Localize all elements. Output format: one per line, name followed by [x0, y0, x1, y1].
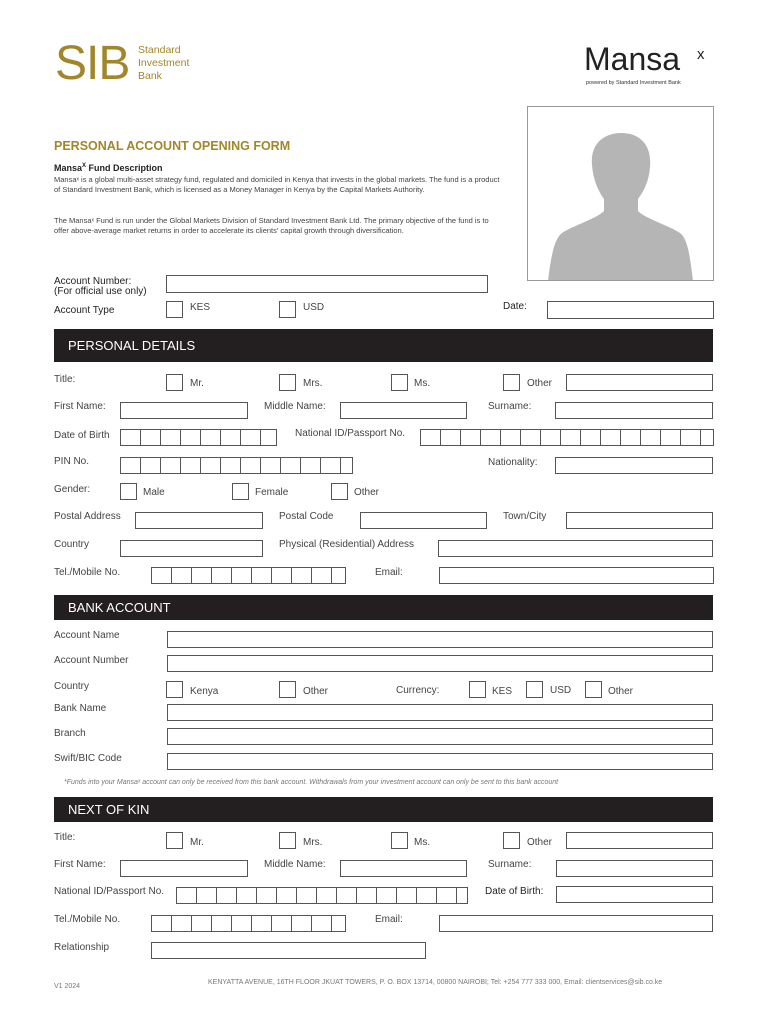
currency-usd-label: USD [550, 685, 572, 696]
surname-input[interactable] [555, 402, 713, 419]
personal-details-header: PERSONAL DETAILS [54, 329, 713, 362]
bank-country-label: Country [54, 681, 90, 692]
currency-label: Currency: [396, 685, 440, 696]
bank-account-name-input[interactable] [167, 631, 713, 648]
official-use-label: (For official use only) [54, 286, 147, 297]
bank-account-number-label: Account Number [54, 655, 129, 666]
bank-account-name-label: Account Name [54, 630, 120, 641]
tel-digit-cells[interactable] [151, 567, 346, 584]
currency-usd-checkbox[interactable] [526, 681, 543, 698]
title-mr-checkbox[interactable] [166, 374, 183, 391]
kin-title-mr-label: Mr. [190, 837, 204, 848]
currency-other-label: Other [608, 686, 634, 697]
next-of-kin-header: NEXT OF KIN [54, 797, 713, 822]
passport-photo-frame[interactable] [527, 106, 714, 281]
currency-kes-label: KES [492, 686, 513, 697]
kin-first-name-label: First Name: [54, 859, 106, 870]
currency-other-checkbox[interactable] [585, 681, 602, 698]
kin-dob-input[interactable] [556, 886, 713, 903]
kin-email-input[interactable] [439, 915, 713, 932]
dob-digit-cells[interactable] [120, 429, 277, 446]
kin-title-other-label: Other [527, 837, 553, 848]
account-type-usd-label: USD [303, 302, 325, 313]
fund-description-paragraph-2: The Mansaˣ Fund is run under the Global Markets Division of Standard Investment Bank Ltd. The primary objective of the fund is to offer above-average market returns in order to accelerate its clients' capital growth through diversification. [54, 216, 489, 236]
form-title: PERSONAL ACCOUNT OPENING FORM [54, 139, 291, 153]
bank-name-label: Bank Name [54, 703, 107, 714]
email-input[interactable] [439, 567, 714, 584]
kin-national-id-digit-cells[interactable] [176, 887, 468, 904]
kin-title-ms-checkbox[interactable] [391, 832, 408, 849]
currency-kes-checkbox[interactable] [469, 681, 486, 698]
kin-relationship-input[interactable] [151, 942, 426, 959]
pin-label: PIN No. [54, 456, 90, 467]
title-mrs-checkbox[interactable] [279, 374, 296, 391]
first-name-label: First Name: [54, 401, 106, 412]
title-label: Title: [54, 374, 76, 385]
account-type-label: Account Type [54, 305, 115, 316]
mansa-logo: Mansa [584, 41, 681, 77]
kin-tel-digit-cells[interactable] [151, 915, 346, 932]
mansa-tagline: powered by Standard Investment Bank [586, 80, 681, 86]
kin-title-other-checkbox[interactable] [503, 832, 520, 849]
account-type-usd-checkbox[interactable] [279, 301, 296, 318]
gender-other-checkbox[interactable] [331, 483, 348, 500]
gender-female-checkbox[interactable] [232, 483, 249, 500]
kin-first-name-input[interactable] [120, 860, 248, 877]
kin-surname-input[interactable] [556, 860, 713, 877]
kin-dob-label: Date of Birth: [485, 886, 544, 897]
branch-input[interactable] [167, 728, 713, 745]
person-silhouette-icon [528, 107, 714, 281]
swift-input[interactable] [167, 753, 713, 770]
kin-tel-label: Tel./Mobile No. [54, 914, 121, 925]
gender-female-label: Female [255, 487, 289, 498]
postal-code-label: Postal Code [279, 511, 334, 522]
title-other-input[interactable] [566, 374, 713, 391]
first-name-input[interactable] [120, 402, 248, 419]
kin-middle-name-label: Middle Name: [264, 859, 326, 870]
mansa-logo-superscript: x [697, 46, 705, 63]
national-id-digit-cells[interactable] [420, 429, 714, 446]
physical-address-input[interactable] [438, 540, 713, 557]
postal-address-label: Postal Address [54, 511, 121, 522]
sib-logo: SIB [55, 37, 130, 90]
branch-label: Branch [54, 728, 86, 739]
bank-country-other-checkbox[interactable] [279, 681, 296, 698]
date-label: Date: [503, 301, 527, 312]
bank-country-kenya-label: Kenya [190, 686, 219, 697]
surname-label: Surname: [488, 401, 532, 412]
bank-country-other-label: Other [303, 686, 329, 697]
footer-address: KENYATTA AVENUE, 16TH FLOOR JKUAT TOWERS, P. O. BOX 13714, 00800 NAIROBI; Tel: +254 777 333 000, Email: clientservices@sib.co.ke [208, 979, 663, 986]
nationality-label: Nationality: [488, 457, 538, 468]
middle-name-label: Middle Name: [264, 401, 326, 412]
swift-label: Swift/BIC Code [54, 753, 122, 764]
bank-account-header: BANK ACCOUNT [54, 595, 713, 620]
kin-middle-name-input[interactable] [340, 860, 467, 877]
kin-title-ms-label: Ms. [414, 837, 431, 848]
title-other-checkbox[interactable] [503, 374, 520, 391]
postal-address-input[interactable] [135, 512, 263, 529]
kin-title-mrs-label: Mrs. [303, 837, 323, 848]
date-input[interactable] [547, 301, 714, 319]
country-input[interactable] [120, 540, 263, 557]
title-ms-label: Ms. [414, 378, 431, 389]
kin-title-other-input[interactable] [566, 832, 713, 849]
account-number-label: Account Number: [54, 276, 132, 287]
email-label: Email: [375, 567, 403, 578]
postal-code-input[interactable] [360, 512, 487, 529]
gender-male-checkbox[interactable] [120, 483, 137, 500]
sib-logo-text: Standard Investment Bank [138, 44, 190, 83]
form-version: V1 2024 [54, 983, 81, 990]
town-city-label: Town/City [503, 511, 547, 522]
kin-title-mrs-checkbox[interactable] [279, 832, 296, 849]
bank-name-input[interactable] [167, 704, 713, 721]
kin-title-label: Title: [54, 832, 76, 843]
kin-relationship-label: Relationship [54, 942, 110, 953]
account-number-input[interactable] [166, 275, 488, 293]
fund-description-heading: Mansa$^X$ Fund Description [54, 163, 163, 173]
physical-address-label: Physical (Residential) Address [279, 539, 415, 550]
bank-account-footnote: *Funds into your Mansaˣ account can only be received from this bank account. Withdrawals from your investment account can only be sent to this bank account [64, 779, 559, 786]
gender-other-label: Other [354, 487, 380, 498]
gender-male-label: Male [143, 487, 165, 498]
account-type-kes-label: KES [190, 302, 211, 313]
title-mr-label: Mr. [190, 378, 204, 389]
middle-name-input[interactable] [340, 402, 467, 419]
bank-account-number-input[interactable] [167, 655, 713, 672]
gender-label: Gender: [54, 484, 91, 495]
fund-description-paragraph-1: Mansaˣ is a global multi-asset strategy fund, regulated and domiciled in Kenya that invests in the global markets. The fund is a product of Standard Investment Bank, which is licensed as a Money Manager in Kenya by the Capital Markets Authority. [54, 175, 500, 195]
nationality-input[interactable] [555, 457, 713, 474]
kin-national-id-label: National ID/Passport No. [54, 886, 165, 897]
town-city-input[interactable] [566, 512, 713, 529]
kin-email-label: Email: [375, 914, 403, 925]
account-type-kes-checkbox[interactable] [166, 301, 183, 318]
kin-title-mr-checkbox[interactable] [166, 832, 183, 849]
title-ms-checkbox[interactable] [391, 374, 408, 391]
national-id-label: National ID/Passport No. [295, 428, 406, 439]
country-label: Country [54, 539, 90, 550]
title-other-label: Other [527, 378, 553, 389]
pin-digit-cells[interactable] [120, 457, 353, 474]
title-mrs-label: Mrs. [303, 378, 323, 389]
tel-label: Tel./Mobile No. [54, 567, 121, 578]
dob-label: Date of Birth [54, 430, 110, 441]
kin-surname-label: Surname: [488, 859, 532, 870]
bank-country-kenya-checkbox[interactable] [166, 681, 183, 698]
